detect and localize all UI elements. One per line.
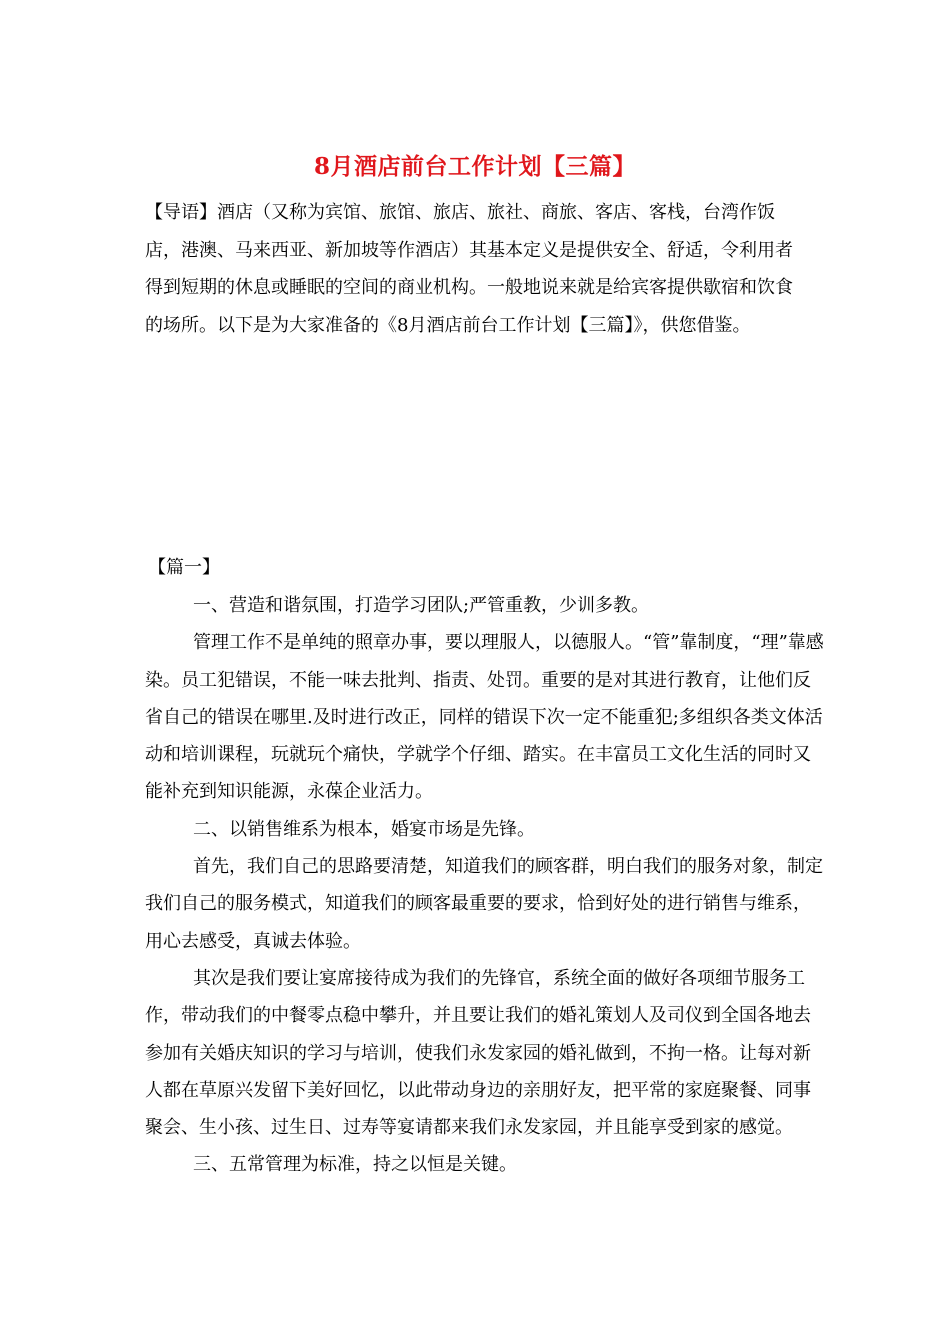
intro-tag: 【导语】 xyxy=(145,202,217,223)
intro-text: 酒店（又称为宾馆、旅馆、旅店、旅社、商旅、客店、客栈，台湾作饭店，港澳、马来西亚、新加坡等作酒店）其基本定义是提供安全、舒适，令利用者得到短期的休息或睡眠的空间的商业机构。一般地说来就是给宾客提供歇宿和饮食的场所。以下是为大家准备的《8月酒店前台工作计划【三篇】》，供您借鉴。 xyxy=(145,202,793,336)
paragraph-4: 首先，我们自己的思路要清楚，知道我们的顾客群，明白我们的服务对象，制定我们自己的服务模式，知道我们的顾客最重要的要求，恰到好处的进行销售与维系，用心去感受，真诚去体验。 xyxy=(145,856,823,952)
intro-paragraph xyxy=(145,194,810,344)
section-heading-1: 【篇一】 xyxy=(148,557,220,578)
paragraph-5: 其次是我们要让宴席接待成为我们的先锋官，系统全面的做好各项细节服务工作，带动我们的中餐零点稳中攀升，并且要让我们的婚礼策划人及司仪到全国各地去参加有关婚庆知识的学习与培训，使我们永发家园的婚礼做到，不拘一格。让每对新人都在草原兴发留下美好回忆，以此带动身边的亲朋好友，把平常的家庭聚餐、同事聚会、生小孩、过生日、过寿等宴请都来我们永发家园，并且能享受到家的感觉。 xyxy=(145,967,811,1139)
paragraph-3: 二、以销售维系为根本，婚宴市场是先锋。 xyxy=(193,818,535,840)
paragraph-6: 三、五常管理为标准，持之以恒是关键。 xyxy=(193,1154,517,1176)
document-title: 8月酒店前台工作计划【三篇】 xyxy=(313,153,636,180)
paragraph-1: 一、营造和谐氛围，打造学习团队;严管重教，少训多教。 xyxy=(193,595,650,616)
paragraph-2: 管理工作不是单纯的照章办事，要以理服人，以德服人。“管”靠制度，“理”靠感染。员工犯错误，不能一味去批判、指责、处罚。重要的是对其进行教育，让他们反省自己的错误在哪里.及时进行改正，同样的错误下次一定不能重犯;多组织各类文体活动和培训课程，玩就玩个痛快，学就学个仔细、踏实。在丰富员工文化生活的同时又能补充到知识能源，永葆企业活力。 xyxy=(145,632,824,803)
section-body-1 xyxy=(145,587,825,1184)
